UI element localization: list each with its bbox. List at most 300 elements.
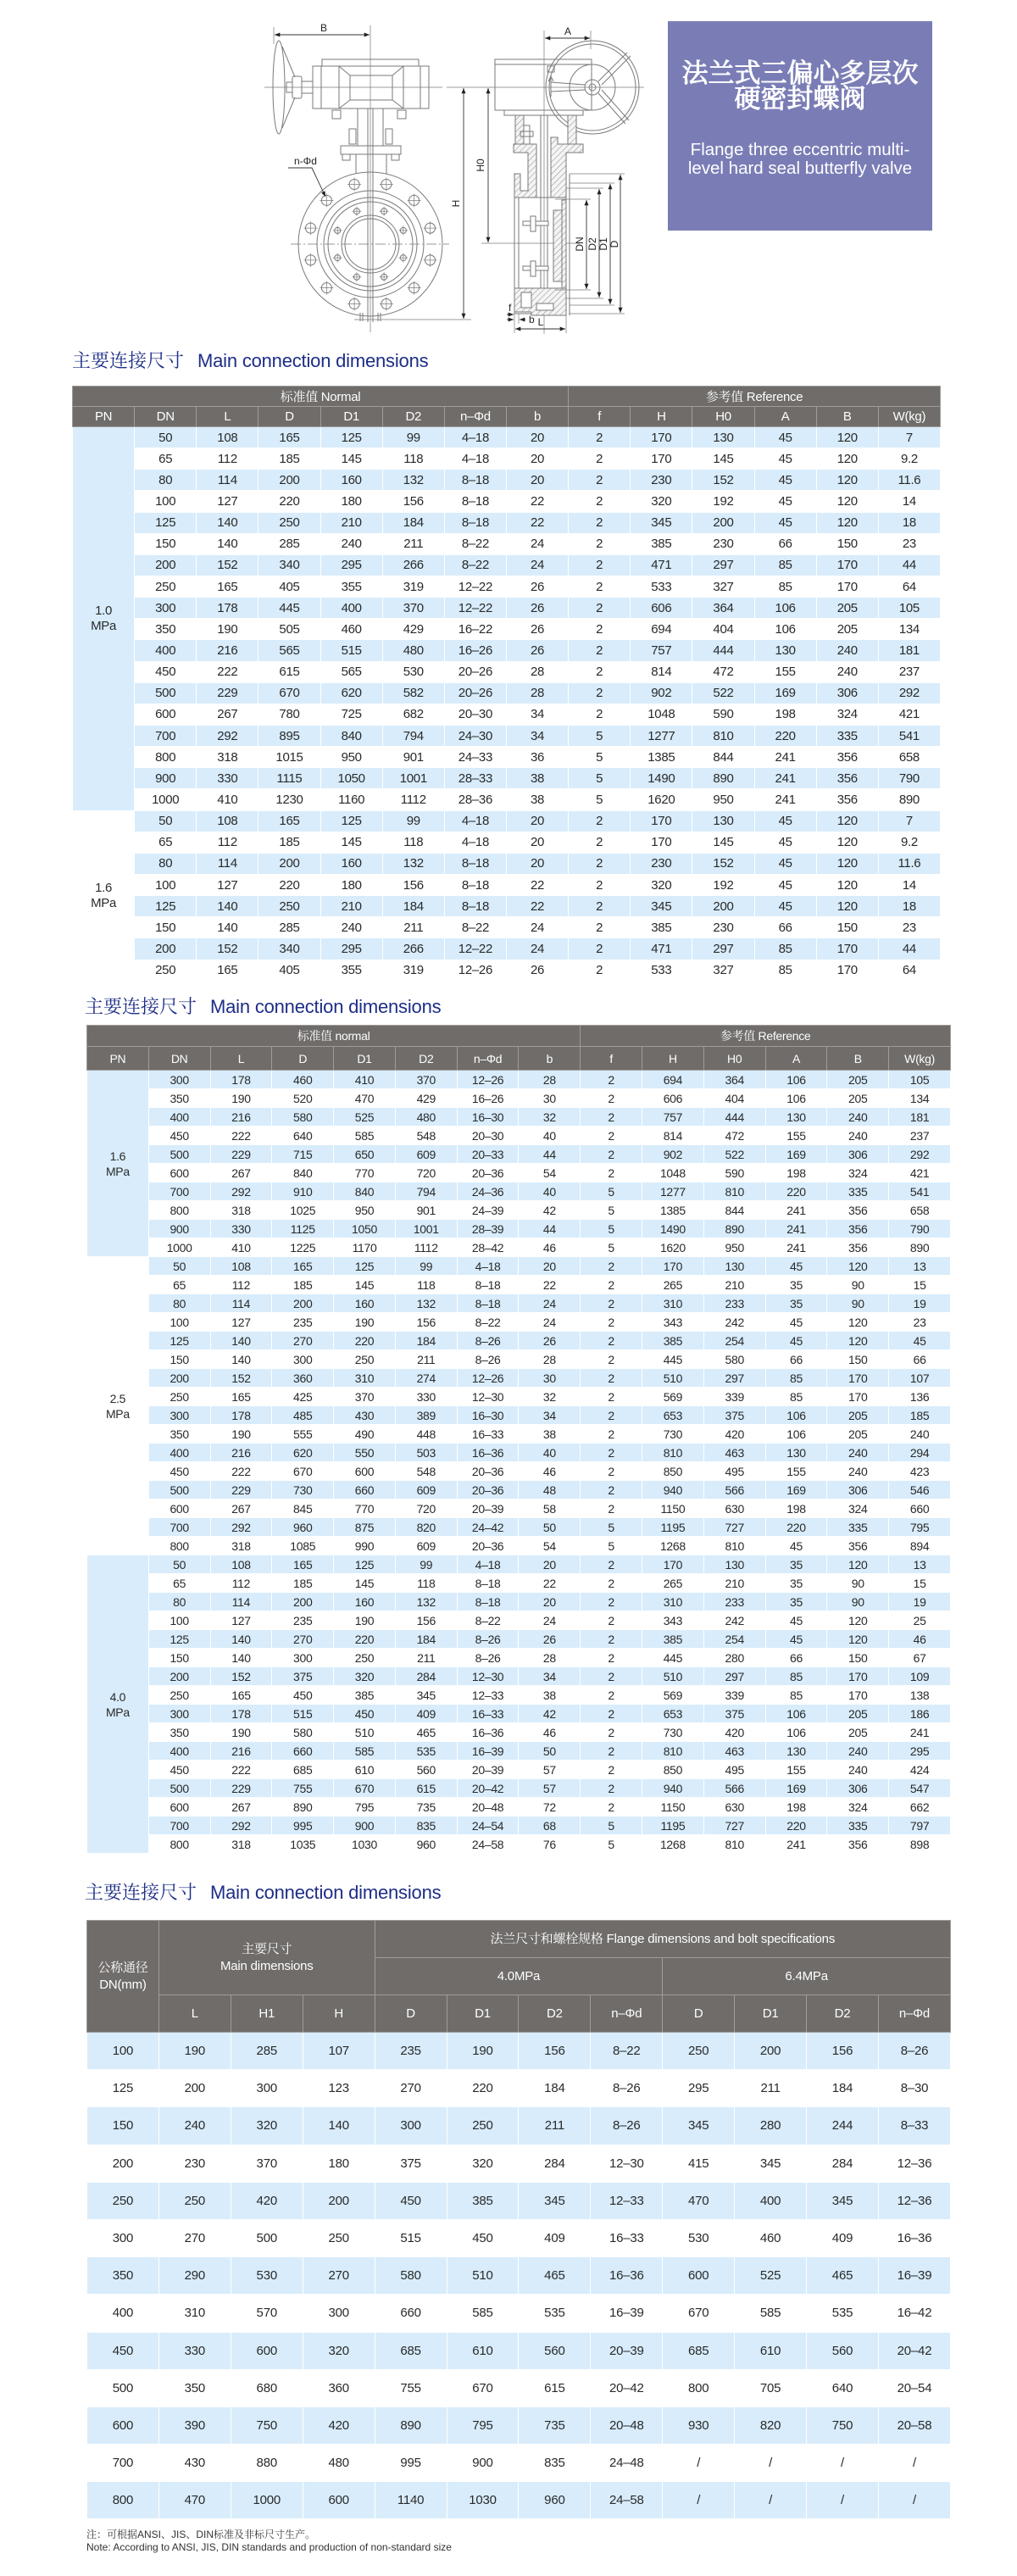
cell-d: 485 bbox=[272, 1406, 334, 1425]
cell-d2: 735 bbox=[395, 1798, 457, 1817]
cell-l: 108 bbox=[197, 427, 258, 448]
cell-n-phi-d: 20–42 bbox=[457, 1779, 519, 1798]
cell-b: 22 bbox=[506, 512, 568, 533]
cell-h0: 192 bbox=[692, 874, 754, 895]
cell-d: 185 bbox=[258, 832, 320, 853]
table-row bbox=[73, 874, 941, 895]
column-header: DN bbox=[135, 407, 197, 427]
table-row bbox=[87, 1593, 951, 1611]
cell-dn: 800 bbox=[148, 1835, 210, 1854]
pn-cell bbox=[73, 427, 135, 811]
cell-f: 2 bbox=[581, 1723, 642, 1742]
cell-b-ref: 120 bbox=[816, 832, 878, 853]
cell-b-ref: 170 bbox=[827, 1667, 889, 1686]
cell-l: 318 bbox=[210, 1537, 272, 1555]
main-dimensions-header-cn: 主要尺寸 bbox=[242, 1941, 292, 1956]
cell-f: 2 bbox=[581, 1761, 642, 1779]
cell-h0: 404 bbox=[703, 1089, 765, 1108]
cell-d1: 670 bbox=[334, 1779, 396, 1798]
table-row bbox=[73, 917, 941, 938]
cell-h0: 364 bbox=[692, 598, 754, 619]
cell-d: 780 bbox=[258, 704, 320, 725]
table-row bbox=[87, 2295, 951, 2332]
gearbox-bevel bbox=[339, 66, 350, 75]
cell-b: 20 bbox=[506, 448, 568, 470]
cell-d1: 220 bbox=[334, 1332, 396, 1350]
table-row bbox=[73, 512, 941, 533]
cell-f: 5 bbox=[569, 768, 631, 789]
cell-b: 54 bbox=[519, 1537, 581, 1555]
group-header-row bbox=[73, 387, 941, 407]
column-header-row bbox=[73, 407, 941, 427]
cell-weight-kg: 136 bbox=[889, 1388, 951, 1406]
cell-d: 840 bbox=[272, 1164, 334, 1182]
cell-weight-kg: 294 bbox=[889, 1444, 951, 1462]
cell-dn: 300 bbox=[87, 2219, 159, 2256]
table-row bbox=[73, 533, 941, 554]
cell-b: 28 bbox=[519, 1071, 581, 1089]
cell-h: 230 bbox=[631, 853, 692, 874]
table-row bbox=[87, 1630, 951, 1649]
column-header: W(kg) bbox=[878, 407, 940, 427]
footnote-en: Note: According to ANSI, JIS, DIN standards and production of non-standard size bbox=[86, 2541, 452, 2553]
column-header: n–Φd bbox=[591, 1995, 663, 2033]
cell-h: 170 bbox=[631, 810, 692, 832]
cell-a: 45 bbox=[754, 832, 816, 853]
pn-unit: MPa bbox=[91, 895, 117, 910]
cell-d: 520 bbox=[272, 1089, 334, 1108]
cell-d: 165 bbox=[272, 1257, 334, 1276]
column-header: D1 bbox=[447, 1995, 519, 2033]
cell-h: 445 bbox=[642, 1350, 704, 1369]
cell-f: 2 bbox=[581, 1313, 642, 1332]
cell-f: 2 bbox=[569, 832, 631, 853]
cell-l: 112 bbox=[210, 1574, 272, 1593]
cell-n-phi-d: 4–18 bbox=[444, 810, 506, 832]
cell-a: 220 bbox=[754, 725, 816, 746]
cell-f: 2 bbox=[581, 1630, 642, 1649]
cell-a: 45 bbox=[754, 491, 816, 512]
pn-cell bbox=[87, 1257, 149, 1555]
cell-b: 50 bbox=[519, 1742, 581, 1761]
cell-h0: 844 bbox=[703, 1201, 765, 1220]
cell-d2: 184 bbox=[395, 1630, 457, 1649]
cell-weight-kg: 292 bbox=[889, 1145, 951, 1164]
cell-l: 178 bbox=[210, 1406, 272, 1425]
normal-group-header: 标准值 normal bbox=[87, 1026, 581, 1047]
cell-h: 1048 bbox=[631, 704, 692, 725]
cell-h: 510 bbox=[642, 1667, 704, 1686]
cell-h0: 566 bbox=[703, 1779, 765, 1798]
cell-d1: 400 bbox=[320, 598, 382, 619]
cell-d: 1230 bbox=[258, 789, 320, 810]
cell-d: 1115 bbox=[258, 768, 320, 789]
cell-f: 2 bbox=[581, 1332, 642, 1350]
cell-dn: 250 bbox=[135, 960, 197, 981]
cell-b: 26 bbox=[506, 598, 568, 619]
cell-b-ref: 356 bbox=[827, 1537, 889, 1555]
cell-d1: 145 bbox=[320, 448, 382, 470]
connection-dimensions-table-1 bbox=[72, 386, 941, 982]
cell-l: 270 bbox=[158, 2219, 231, 2256]
cell-a: 45 bbox=[765, 1630, 827, 1649]
cell-a: 169 bbox=[765, 1145, 827, 1164]
cell-d2: 99 bbox=[395, 1257, 457, 1276]
cell-l: 229 bbox=[210, 1779, 272, 1798]
cell-d2-4-0mpa: 156 bbox=[519, 2033, 591, 2070]
cell-weight-kg: 790 bbox=[878, 768, 940, 789]
cell-dn: 800 bbox=[135, 747, 197, 768]
cell-dn: 800 bbox=[148, 1537, 210, 1555]
cell-d-6-4mpa: 530 bbox=[663, 2219, 735, 2256]
cell-d2: 184 bbox=[382, 896, 444, 917]
cell-h0: 242 bbox=[703, 1611, 765, 1630]
cell-dn: 600 bbox=[148, 1499, 210, 1518]
cell-n-phi-d: 28–39 bbox=[457, 1220, 519, 1238]
cell-h: 343 bbox=[642, 1313, 704, 1332]
cell-d: 300 bbox=[272, 1649, 334, 1667]
cell-dn: 100 bbox=[87, 2033, 159, 2070]
cell-f: 2 bbox=[569, 576, 631, 597]
cell-h: 345 bbox=[631, 512, 692, 533]
cell-d2-6-4mpa: 345 bbox=[807, 2182, 879, 2219]
cell-n-phi-d-4-0mpa: 16–33 bbox=[591, 2219, 663, 2256]
cell-b: 28 bbox=[519, 1649, 581, 1667]
table-row bbox=[87, 1276, 951, 1294]
cell-h: 1277 bbox=[631, 725, 692, 746]
cell-b: 24 bbox=[519, 1313, 581, 1332]
cell-weight-kg: 541 bbox=[878, 725, 940, 746]
cell-d2: 409 bbox=[395, 1705, 457, 1723]
cell-a: 45 bbox=[754, 896, 816, 917]
cell-b-ref: 120 bbox=[816, 512, 878, 533]
dimension-label-l: L bbox=[537, 316, 544, 328]
cell-a: 155 bbox=[765, 1462, 827, 1481]
table-row bbox=[87, 1723, 951, 1742]
cell-weight-kg: 11.6 bbox=[878, 853, 940, 874]
cell-b: 32 bbox=[519, 1108, 581, 1127]
column-header: L bbox=[158, 1995, 231, 2033]
product-title-box bbox=[668, 21, 932, 231]
cell-d: 285 bbox=[258, 917, 320, 938]
cell-b-ref: 205 bbox=[827, 1425, 889, 1444]
cell-l: 229 bbox=[210, 1145, 272, 1164]
cell-h0: 130 bbox=[692, 427, 754, 448]
cell-d1: 490 bbox=[334, 1425, 396, 1444]
cell-d1: 320 bbox=[334, 1667, 396, 1686]
cell-a: 35 bbox=[765, 1294, 827, 1313]
cell-d2-4-0mpa: 184 bbox=[519, 2070, 591, 2107]
cell-n-phi-d: 16–22 bbox=[444, 619, 506, 640]
column-header: L bbox=[197, 407, 258, 427]
cell-b: 30 bbox=[519, 1369, 581, 1388]
cell-h0: 495 bbox=[703, 1462, 765, 1481]
column-header: D bbox=[375, 1995, 447, 2033]
cell-d2: 132 bbox=[395, 1593, 457, 1611]
cell-d-6-4mpa: 685 bbox=[663, 2332, 735, 2369]
table-row bbox=[87, 1071, 951, 1089]
cell-d: 1225 bbox=[272, 1238, 334, 1257]
cell-a: 130 bbox=[765, 1444, 827, 1462]
cell-h0: 200 bbox=[692, 512, 754, 533]
cell-b-ref: 120 bbox=[827, 1555, 889, 1574]
cell-b-ref: 90 bbox=[827, 1276, 889, 1294]
cell-a: 85 bbox=[765, 1388, 827, 1406]
cell-dn: 125 bbox=[87, 2070, 159, 2107]
cell-b: 20 bbox=[519, 1555, 581, 1574]
cell-d-4-0mpa: 660 bbox=[375, 2295, 447, 2332]
column-header: D1 bbox=[334, 1047, 396, 1071]
cell-a: 45 bbox=[754, 470, 816, 491]
cell-b: 50 bbox=[519, 1518, 581, 1537]
cell-weight-kg: 46 bbox=[889, 1630, 951, 1649]
column-header-row bbox=[87, 1047, 951, 1071]
cell-h: 694 bbox=[642, 1071, 704, 1089]
cell-h: 1195 bbox=[642, 1518, 704, 1537]
cell-b: 24 bbox=[519, 1611, 581, 1630]
cell-b-ref: 240 bbox=[827, 1127, 889, 1145]
table-body bbox=[73, 427, 941, 982]
cell-d1: 840 bbox=[320, 725, 382, 746]
pn-cell bbox=[73, 810, 135, 981]
cell-h0: 522 bbox=[692, 682, 754, 704]
cell-n-phi-d-4-0mpa: 8–26 bbox=[591, 2107, 663, 2145]
cell-b: 22 bbox=[506, 491, 568, 512]
cell-n-phi-d: 8–22 bbox=[457, 1611, 519, 1630]
footnote-cn: 注：可根据ANSI、JIS、DIN标准及非标尺寸生产。 bbox=[86, 2529, 316, 2540]
cell-h: 471 bbox=[631, 554, 692, 576]
cell-n-phi-d: 24–54 bbox=[457, 1817, 519, 1835]
cell-weight-kg: 795 bbox=[889, 1518, 951, 1537]
cell-h: 757 bbox=[642, 1108, 704, 1127]
table-row bbox=[87, 1406, 951, 1425]
cell-d1: 565 bbox=[320, 661, 382, 682]
cell-b-ref: 240 bbox=[827, 1742, 889, 1761]
cell-n-phi-d: 4–18 bbox=[444, 832, 506, 853]
cell-d: 1035 bbox=[272, 1835, 334, 1854]
cell-a: 45 bbox=[754, 427, 816, 448]
cell-n-phi-d: 8–18 bbox=[444, 874, 506, 895]
cell-b: 20 bbox=[506, 810, 568, 832]
cell-h: 445 bbox=[642, 1649, 704, 1667]
cell-a: 155 bbox=[765, 1127, 827, 1145]
cell-d1: 585 bbox=[334, 1127, 396, 1145]
cell-d: 375 bbox=[272, 1667, 334, 1686]
cell-d: 425 bbox=[272, 1388, 334, 1406]
cell-weight-kg: 25 bbox=[889, 1611, 951, 1630]
cell-d2-6-4mpa: 750 bbox=[807, 2406, 879, 2444]
cell-n-phi-d-6-4mpa: 20–42 bbox=[878, 2332, 950, 2369]
cell-f: 2 bbox=[581, 1388, 642, 1406]
cell-h0: 339 bbox=[703, 1686, 765, 1705]
cell-dn: 400 bbox=[87, 2295, 159, 2332]
cell-n-phi-d-6-4mpa: 8–30 bbox=[878, 2070, 950, 2107]
cell-d2: 99 bbox=[395, 1555, 457, 1574]
cell-d1-6-4mpa: 460 bbox=[735, 2219, 807, 2256]
footnote bbox=[86, 2529, 452, 2554]
cell-h0: 297 bbox=[703, 1369, 765, 1388]
cell-f: 5 bbox=[569, 789, 631, 810]
cell-d2-6-4mpa: / bbox=[807, 2445, 879, 2482]
table-row bbox=[73, 448, 941, 470]
cell-d1: 650 bbox=[334, 1145, 396, 1164]
cell-h0: 404 bbox=[692, 619, 754, 640]
cell-n-phi-d: 16–36 bbox=[457, 1723, 519, 1742]
cell-f: 5 bbox=[581, 1817, 642, 1835]
cell-l: 267 bbox=[210, 1499, 272, 1518]
cell-n-phi-d-6-4mpa: 12–36 bbox=[878, 2182, 950, 2219]
cell-n-phi-d: 12–22 bbox=[444, 938, 506, 960]
cell-d1-4-0mpa: 320 bbox=[447, 2145, 519, 2182]
cell-b-ref: 150 bbox=[816, 533, 878, 554]
cell-d1-4-0mpa: 250 bbox=[447, 2107, 519, 2145]
cell-h: 1195 bbox=[642, 1817, 704, 1835]
cell-h0: 590 bbox=[703, 1164, 765, 1182]
cell-b: 20 bbox=[519, 1257, 581, 1276]
table-row bbox=[87, 1369, 951, 1388]
pn-unit: MPa bbox=[105, 1406, 130, 1421]
cell-n-phi-d: 20–30 bbox=[457, 1127, 519, 1145]
cell-dn: 80 bbox=[135, 853, 197, 874]
cell-weight-kg: 9.2 bbox=[878, 832, 940, 853]
cell-l: 318 bbox=[210, 1201, 272, 1220]
table-row bbox=[87, 1761, 951, 1779]
cell-d2: 319 bbox=[382, 960, 444, 981]
section-title-en: Main connection dimensions bbox=[210, 996, 442, 1017]
cell-h0: 463 bbox=[703, 1742, 765, 1761]
cell-b: 34 bbox=[519, 1667, 581, 1686]
cell-d: 640 bbox=[272, 1127, 334, 1145]
cell-n-phi-d: 24–42 bbox=[457, 1518, 519, 1537]
cell-f: 5 bbox=[581, 1201, 642, 1220]
cell-f: 2 bbox=[581, 1462, 642, 1481]
cell-h: 420 bbox=[303, 2406, 375, 2444]
gearbox-bolt bbox=[332, 110, 341, 119]
cell-n-phi-d: 20–39 bbox=[457, 1761, 519, 1779]
cell-d2-6-4mpa: 156 bbox=[807, 2033, 879, 2070]
cell-d1: 160 bbox=[320, 470, 382, 491]
cell-f: 5 bbox=[569, 747, 631, 768]
table-row bbox=[87, 2445, 951, 2482]
flange-bolt-spec-header: 法兰尺寸和螺栓规格 Flange dimensions and bolt specifications bbox=[375, 1921, 950, 1958]
cell-dn: 800 bbox=[87, 2482, 159, 2519]
cell-d: 185 bbox=[272, 1574, 334, 1593]
cell-d1: 210 bbox=[320, 896, 382, 917]
cell-d-4-0mpa: 515 bbox=[375, 2219, 447, 2256]
cell-a: 45 bbox=[754, 874, 816, 895]
cell-h0: 630 bbox=[703, 1499, 765, 1518]
cell-dn: 600 bbox=[148, 1164, 210, 1182]
cell-a: 85 bbox=[754, 938, 816, 960]
cell-dn: 1000 bbox=[135, 789, 197, 810]
cell-weight-kg: 23 bbox=[878, 533, 940, 554]
cell-weight-kg: 138 bbox=[889, 1686, 951, 1705]
cell-h: 850 bbox=[642, 1462, 704, 1481]
cell-f: 2 bbox=[569, 661, 631, 682]
cell-weight-kg: 237 bbox=[889, 1127, 951, 1145]
table-row bbox=[87, 1201, 951, 1220]
cell-b: 26 bbox=[506, 640, 568, 661]
cell-l: 127 bbox=[197, 874, 258, 895]
cell-b: 22 bbox=[506, 874, 568, 895]
cell-h: 320 bbox=[631, 491, 692, 512]
cell-b: 22 bbox=[506, 896, 568, 917]
cell-l: 267 bbox=[210, 1164, 272, 1182]
cell-b-ref: 205 bbox=[827, 1089, 889, 1108]
cell-b: 28 bbox=[506, 682, 568, 704]
cell-d1: 950 bbox=[320, 747, 382, 768]
cell-f: 2 bbox=[569, 938, 631, 960]
cell-dn: 700 bbox=[87, 2445, 159, 2482]
cell-b: 20 bbox=[506, 427, 568, 448]
cell-l: 140 bbox=[210, 1332, 272, 1350]
cell-a: 220 bbox=[765, 1182, 827, 1201]
cell-b: 20 bbox=[506, 853, 568, 874]
cell-d: 165 bbox=[258, 427, 320, 448]
cell-d2: 266 bbox=[382, 554, 444, 576]
section-title-2 bbox=[85, 996, 441, 1018]
table-row bbox=[87, 1182, 951, 1201]
cell-h: 385 bbox=[642, 1332, 704, 1350]
cell-d2: 132 bbox=[382, 470, 444, 491]
table-row bbox=[87, 1611, 951, 1630]
cell-weight-kg: 64 bbox=[878, 576, 940, 597]
cell-d2: 503 bbox=[395, 1444, 457, 1462]
cell-b-ref: 120 bbox=[827, 1313, 889, 1332]
cell-h0: 364 bbox=[703, 1071, 765, 1089]
cell-l: 178 bbox=[210, 1705, 272, 1723]
cell-l: 410 bbox=[197, 789, 258, 810]
table-row bbox=[87, 1108, 951, 1127]
cell-l: 318 bbox=[210, 1835, 272, 1854]
dimension-label-f: f bbox=[508, 302, 512, 314]
cell-a: 66 bbox=[765, 1649, 827, 1667]
dn-header bbox=[87, 1921, 159, 2033]
cell-b: 57 bbox=[519, 1779, 581, 1798]
cell-a: 35 bbox=[765, 1574, 827, 1593]
cell-d1: 220 bbox=[334, 1630, 396, 1649]
cell-weight-kg: 790 bbox=[889, 1220, 951, 1238]
cell-d1: 1050 bbox=[320, 768, 382, 789]
cell-d1: 240 bbox=[320, 917, 382, 938]
cell-weight-kg: 292 bbox=[878, 682, 940, 704]
cell-d-4-0mpa: 1140 bbox=[375, 2482, 447, 2519]
cell-h: 385 bbox=[631, 533, 692, 554]
cell-d2: 156 bbox=[382, 874, 444, 895]
cell-d1-6-4mpa: 200 bbox=[735, 2033, 807, 2070]
cell-a: 241 bbox=[754, 789, 816, 810]
cell-n-phi-d: 20–36 bbox=[457, 1462, 519, 1481]
column-header: H bbox=[631, 407, 692, 427]
cell-d: 235 bbox=[272, 1611, 334, 1630]
cell-d: 300 bbox=[272, 1350, 334, 1369]
cell-f: 2 bbox=[569, 682, 631, 704]
cell-weight-kg: 658 bbox=[878, 747, 940, 768]
cell-d1-6-4mpa: 400 bbox=[735, 2182, 807, 2219]
cell-b-ref: 356 bbox=[816, 789, 878, 810]
cell-d2-6-4mpa: 244 bbox=[807, 2107, 879, 2145]
cell-f: 2 bbox=[581, 1798, 642, 1817]
column-header: DN bbox=[148, 1047, 210, 1071]
cell-b: 32 bbox=[519, 1388, 581, 1406]
cell-weight-kg: 185 bbox=[889, 1406, 951, 1425]
cell-a: 130 bbox=[765, 1108, 827, 1127]
cell-d1-4-0mpa: 510 bbox=[447, 2257, 519, 2295]
front-view bbox=[264, 22, 471, 332]
cell-l: 410 bbox=[210, 1238, 272, 1257]
handwheel-spoke bbox=[551, 82, 585, 92]
cell-h: 850 bbox=[642, 1761, 704, 1779]
